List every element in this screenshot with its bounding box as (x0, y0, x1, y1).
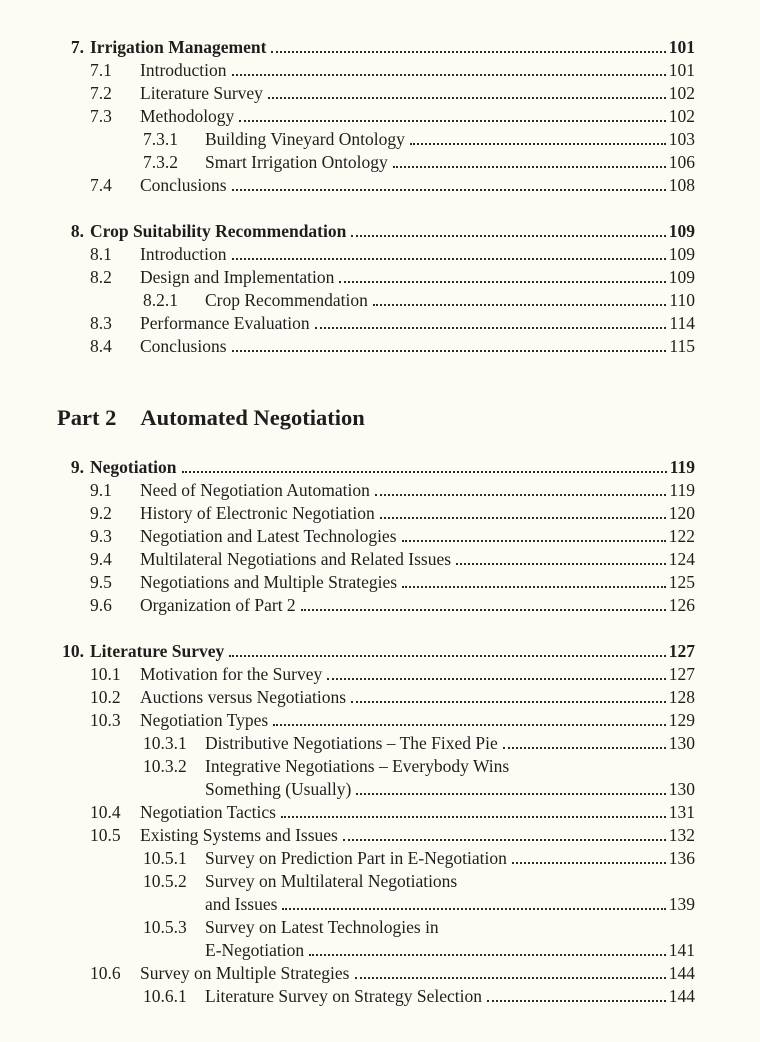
entry-label: Design and Implementation (140, 267, 335, 287)
entry-number: 10. (62, 641, 84, 661)
entry-label: Crop Suitability Recommendation (90, 221, 347, 241)
toc-entry (57, 709, 695, 732)
entry-label: and Issues (205, 894, 278, 914)
dot-leader (355, 977, 666, 979)
dot-leader (380, 517, 666, 519)
dot-leader (301, 609, 666, 611)
entry-label: Introduction (140, 60, 227, 80)
toc-chapter-group (57, 36, 695, 197)
entry-page: 109 (668, 267, 695, 287)
entry-label: Survey on Multiple Strategies (140, 963, 350, 983)
entry-label: E-Negotiation (205, 940, 305, 960)
entry-number: 10.1 (90, 664, 121, 684)
toc-entry (57, 732, 695, 755)
toc-entry (57, 594, 695, 617)
entry-label: Methodology (140, 106, 235, 126)
toc-entry (57, 847, 695, 870)
entry-number: 8.4 (90, 336, 112, 356)
entry-number: 7.3.2 (143, 152, 178, 172)
entry-number: 9. (70, 457, 84, 477)
entry-number: 10.3 (90, 710, 121, 730)
dot-leader (281, 816, 666, 818)
dot-leader (232, 74, 666, 76)
entry-number: 9.6 (90, 595, 112, 615)
dot-leader (232, 258, 666, 260)
entry-label: Literature Survey (90, 641, 225, 661)
entry-label: Irrigation Management (90, 37, 267, 57)
entry-number: 7.1 (90, 60, 112, 80)
entry-label: History of Electronic Negotiation (140, 503, 375, 523)
entry-label: Negotiation Tactics (140, 802, 276, 822)
entry-page: 126 (668, 595, 695, 615)
toc-chapter-entry (57, 456, 695, 479)
entry-label: Existing Systems and Issues (140, 825, 338, 845)
entry-page: 103 (668, 129, 695, 149)
entry-page: 119 (669, 457, 695, 477)
dot-leader (402, 540, 666, 542)
entry-page: 122 (668, 526, 695, 546)
entry-label: Building Vineyard Ontology (205, 129, 405, 149)
toc-entry (57, 266, 695, 289)
toc-entry (57, 663, 695, 686)
toc-entry (57, 870, 695, 893)
entry-number: 8. (70, 221, 84, 241)
entry-page: 125 (668, 572, 695, 592)
dot-leader (309, 954, 666, 956)
entry-number: 9.2 (90, 503, 112, 523)
entry-label: Negotiations and Multiple Strategies (140, 572, 398, 592)
entry-label: Need of Negotiation Automation (140, 480, 370, 500)
toc-entry (57, 962, 695, 985)
dot-leader (375, 494, 667, 496)
entry-label: Organization of Part 2 (140, 595, 296, 615)
toc-entry (57, 312, 695, 335)
entry-label: Something (Usually) (205, 779, 352, 799)
toc-chapter-entry (57, 36, 695, 59)
entry-page: 106 (668, 152, 695, 172)
toc-entry (57, 502, 695, 525)
toc-entry (57, 571, 695, 594)
toc-entry (57, 82, 695, 105)
entry-page: 119 (669, 480, 695, 500)
entry-label: Conclusions (140, 175, 227, 195)
entry-number: 9.4 (90, 549, 112, 569)
entry-page: 131 (668, 802, 695, 822)
entry-label: Conclusions (140, 336, 227, 356)
entry-label: Performance Evaluation (140, 313, 310, 333)
toc-chapter-group (57, 640, 695, 1008)
entry-number: 8.3 (90, 313, 112, 333)
entry-page: 141 (668, 940, 695, 960)
toc-entry (57, 916, 695, 939)
entry-page: 139 (668, 894, 695, 914)
toc-entry (57, 151, 695, 174)
entry-label: Auctions versus Negotiations (140, 687, 347, 707)
dot-leader (343, 839, 666, 841)
dot-leader (351, 235, 665, 237)
toc-chapter-entry (57, 640, 695, 663)
part-heading (57, 402, 695, 434)
entry-number: 8.2.1 (143, 290, 178, 310)
entry-number: 7.3 (90, 106, 112, 126)
entry-label: Literature Survey on Strategy Selection (205, 986, 483, 1006)
entry-page: 136 (668, 848, 695, 868)
dot-leader (402, 586, 666, 588)
dot-leader (182, 471, 667, 473)
entry-page: 130 (668, 733, 695, 753)
entry-label: Negotiation Types (140, 710, 269, 730)
dot-leader (273, 724, 666, 726)
dot-leader (339, 281, 665, 283)
entry-label: Survey on Latest Technologies in (205, 917, 439, 937)
dot-leader (512, 862, 666, 864)
entry-label: Literature Survey (140, 83, 263, 103)
entry-page: 120 (668, 503, 695, 523)
entry-page: 109 (668, 221, 695, 241)
entry-label: Crop Recommendation (205, 290, 368, 310)
entry-number: 7.3.1 (143, 129, 178, 149)
toc-entry (57, 548, 695, 571)
toc-chapter-group (57, 456, 695, 617)
entry-page: 109 (668, 244, 695, 264)
toc-entry (57, 335, 695, 358)
entry-page: 144 (668, 963, 695, 983)
entry-label: Multilateral Negotiations and Related Issues (140, 549, 452, 569)
entry-number: 10.6.1 (143, 986, 187, 1006)
entry-number: 7.4 (90, 175, 112, 195)
entry-label: Integrative Negotiations – Everybody Wins (205, 756, 510, 776)
part-title: Automated Negotiation (140, 405, 365, 430)
entry-page: 110 (669, 290, 695, 310)
toc-entry (57, 128, 695, 151)
entry-page: 124 (668, 549, 695, 569)
entry-number: 7. (70, 37, 84, 57)
entry-number: 10.6 (90, 963, 121, 983)
entry-page: 102 (668, 106, 695, 126)
entry-page: 128 (668, 687, 695, 707)
dot-leader (456, 563, 666, 565)
dot-leader (351, 701, 666, 703)
entry-number: 9.5 (90, 572, 112, 592)
dot-leader (232, 350, 667, 352)
entry-label: Negotiation (90, 457, 177, 477)
dot-leader (282, 908, 665, 910)
toc-entry (57, 59, 695, 82)
entry-page: 129 (668, 710, 695, 730)
dot-leader (487, 1000, 666, 1002)
entry-number: 10.3.1 (143, 733, 187, 753)
entry-label: Distributive Negotiations – The Fixed Pie (205, 733, 498, 753)
toc-entry (57, 801, 695, 824)
dot-leader (327, 678, 665, 680)
dot-leader (232, 189, 666, 191)
entry-label: Negotiation and Latest Technologies (140, 526, 397, 546)
dot-leader (393, 166, 666, 168)
toc-chapter-entry (57, 220, 695, 243)
toc-entry (57, 525, 695, 548)
entry-page: 127 (668, 641, 695, 661)
toc-entry (57, 778, 695, 801)
entry-number: 10.5.3 (143, 917, 187, 937)
entry-page: 108 (668, 175, 695, 195)
dot-leader (315, 327, 667, 329)
toc-entry (57, 479, 695, 502)
part-number: Part 2 (57, 405, 117, 430)
toc-entry (57, 174, 695, 197)
dot-leader (373, 304, 667, 306)
toc-entry (57, 755, 695, 778)
toc-chapter-group (57, 220, 695, 358)
entry-number: 10.5.1 (143, 848, 187, 868)
entry-label: Survey on Multilateral Negotiations (205, 871, 458, 891)
entry-page: 115 (669, 336, 695, 356)
entry-number: 10.2 (90, 687, 121, 707)
entry-label: Introduction (140, 244, 227, 264)
entry-label: Smart Irrigation Ontology (205, 152, 388, 172)
entry-page: 101 (668, 60, 695, 80)
toc-entry (57, 105, 695, 128)
toc-entry (57, 686, 695, 709)
entry-page: 144 (668, 986, 695, 1006)
entry-page: 130 (668, 779, 695, 799)
dot-leader (268, 97, 666, 99)
entry-number: 10.3.2 (143, 756, 187, 776)
entry-number: 9.1 (90, 480, 112, 500)
entry-page: 101 (668, 37, 695, 57)
dot-leader (239, 120, 665, 122)
toc-entry (57, 939, 695, 962)
entry-page: 114 (669, 313, 695, 333)
entry-number: 9.3 (90, 526, 112, 546)
dot-leader (229, 655, 665, 657)
entry-number: 7.2 (90, 83, 112, 103)
entry-number: 10.4 (90, 802, 121, 822)
entry-page: 127 (668, 664, 695, 684)
toc-entry (57, 243, 695, 266)
dot-leader (410, 143, 666, 145)
entry-page: 132 (668, 825, 695, 845)
entry-number: 10.5 (90, 825, 121, 845)
toc-entry (57, 824, 695, 847)
dot-leader (356, 793, 665, 795)
toc-entry (57, 893, 695, 916)
entry-page: 102 (668, 83, 695, 103)
dot-leader (271, 51, 665, 53)
toc-entry (57, 985, 695, 1008)
entry-number: 8.1 (90, 244, 112, 264)
entry-number: 8.2 (90, 267, 112, 287)
dot-leader (503, 747, 666, 749)
entry-label: Motivation for the Survey (140, 664, 323, 684)
entry-label: Survey on Prediction Part in E-Negotiation (205, 848, 507, 868)
entry-number: 10.5.2 (143, 871, 187, 891)
toc-entry (57, 289, 695, 312)
